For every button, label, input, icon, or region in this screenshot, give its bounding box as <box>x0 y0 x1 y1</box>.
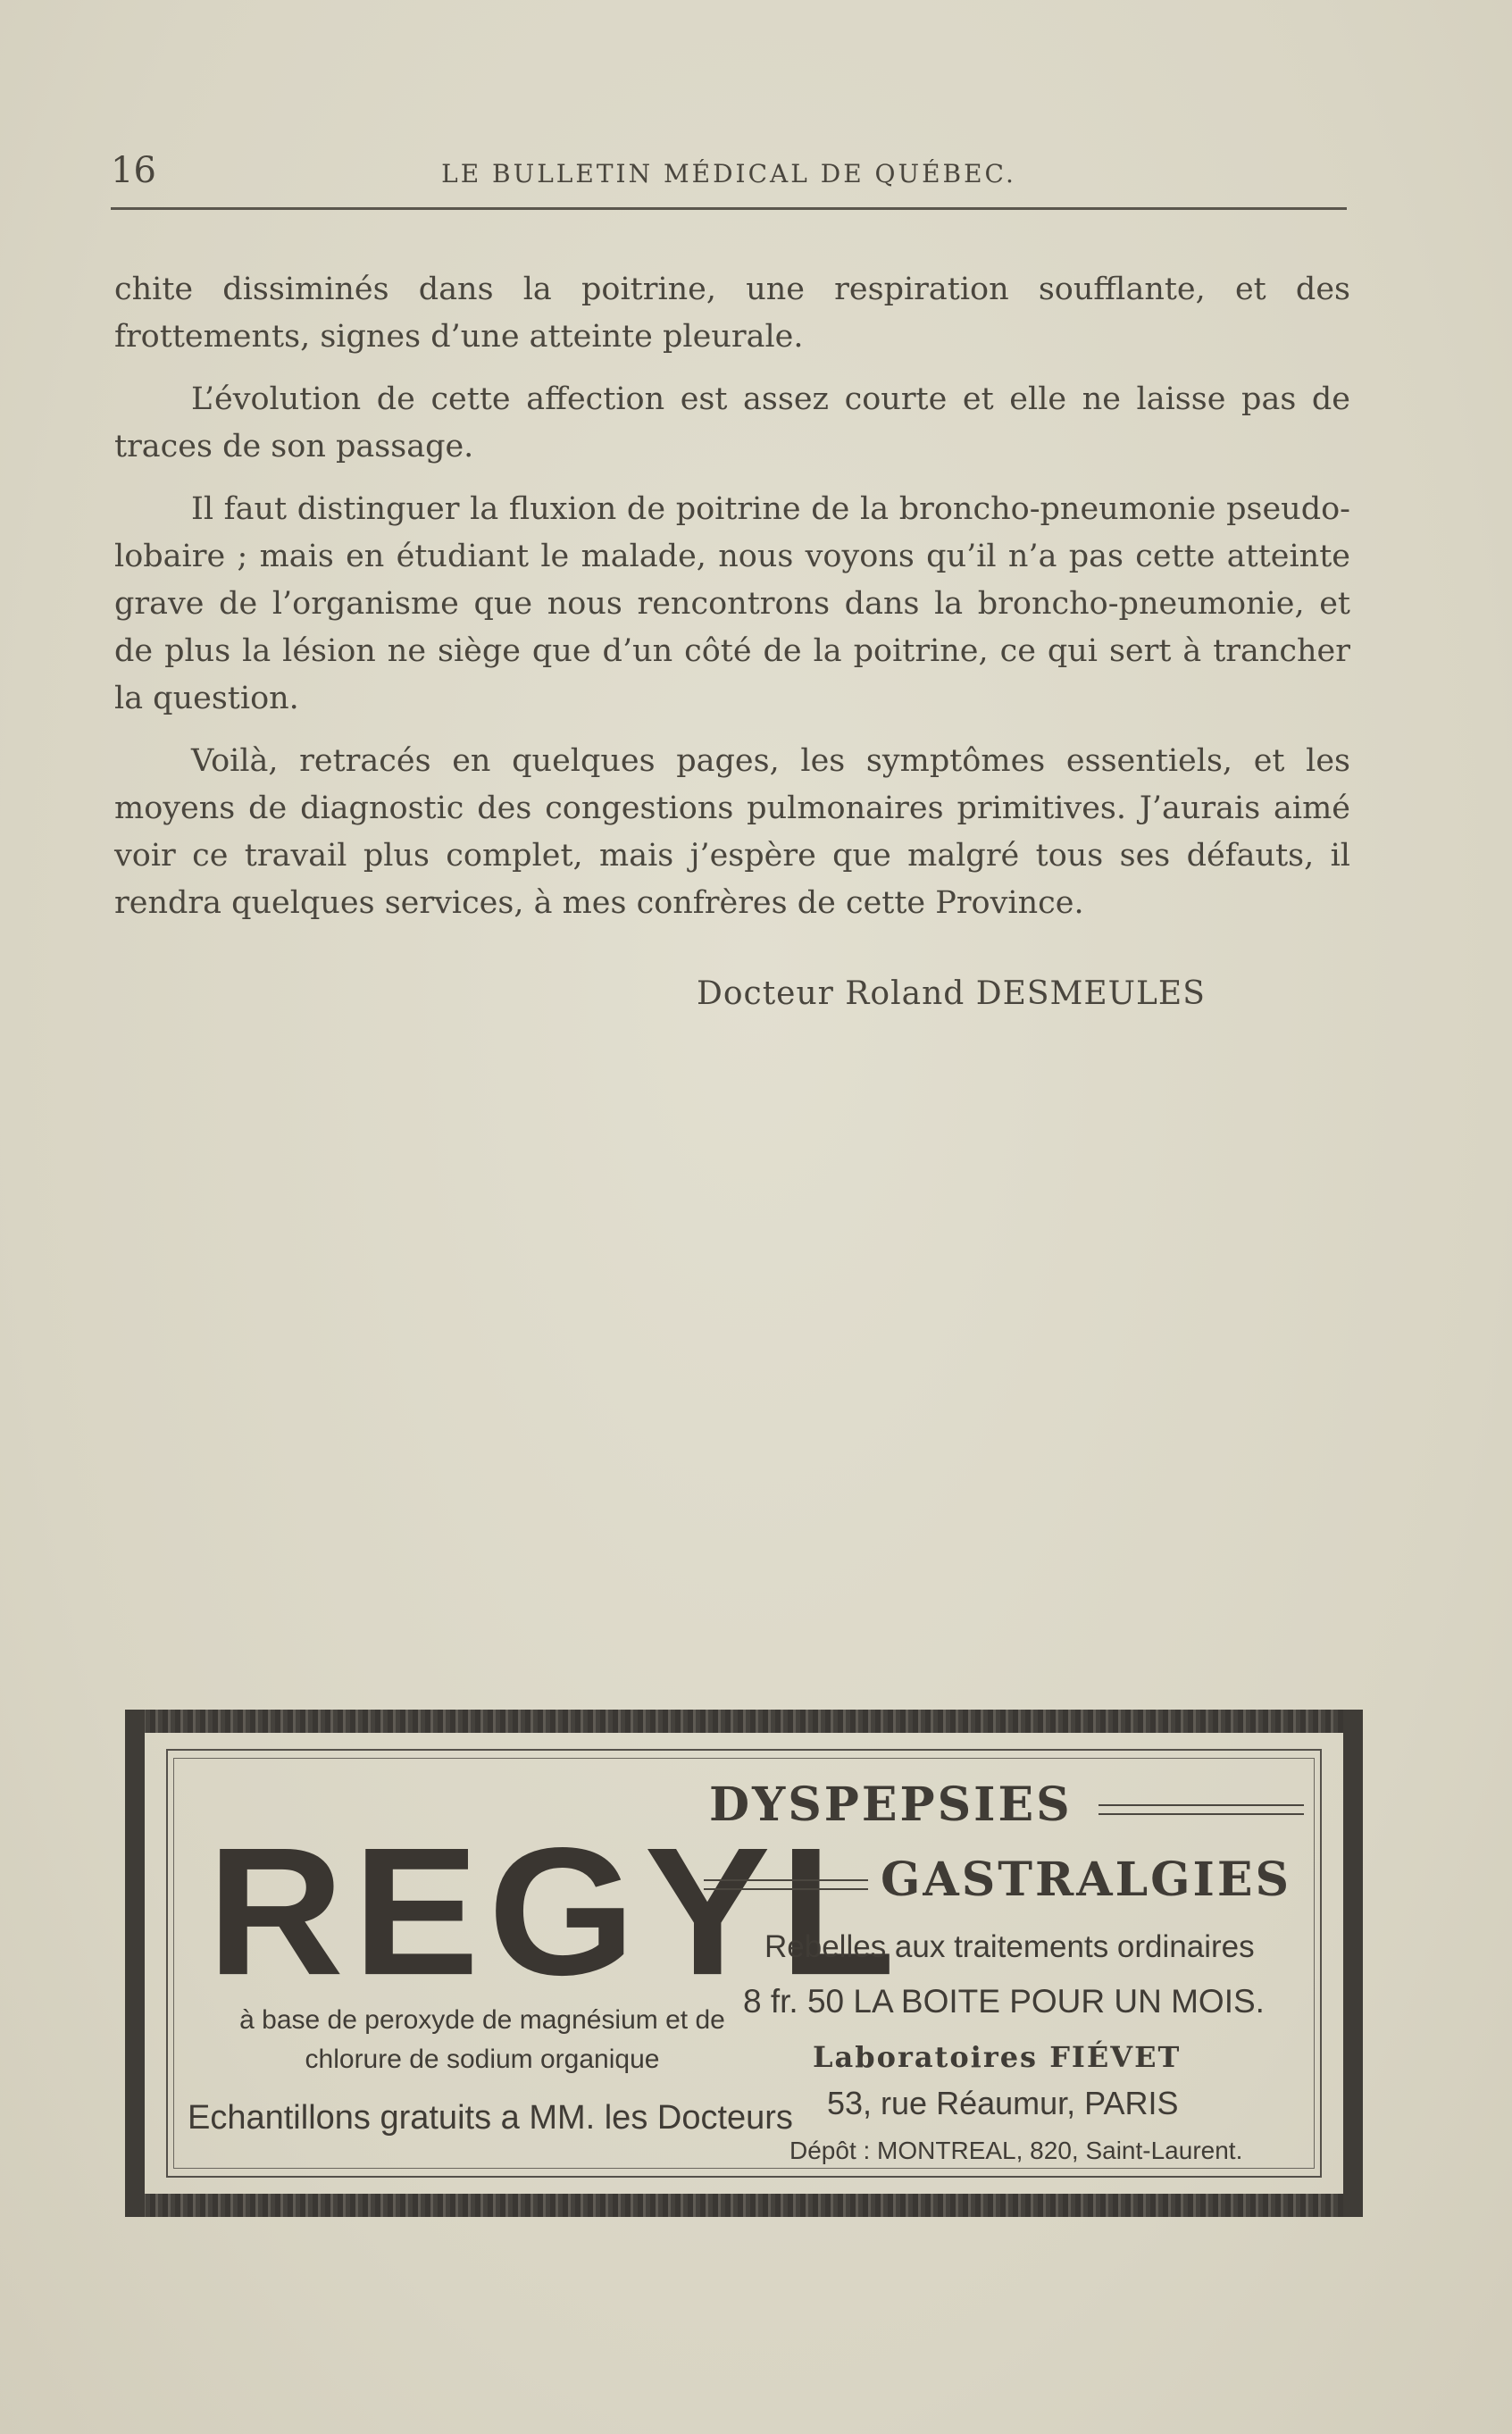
running-head: LE BULLETIN MÉDICAL DE QUÉBEC. <box>441 159 1016 188</box>
ad-brand-description <box>214 2001 750 2079</box>
ad-brand-description-line: à base de peroxyde de magnésium et de <box>239 2005 725 2035</box>
ad-address: 53, rue Réaumur, PARIS <box>827 2085 1179 2121</box>
ad-laboratory: Laboratoires FIÉVET <box>813 2040 1182 2074</box>
paragraph: Il faut distinguer la fluxion de poitrine de la broncho-pneumonie pseudo-lobaire ; mais en étudiant le malade, nous voyons qu’il n’a pas cette atteinte grave de l’organisme que nous rencontrons dans la broncho-pneumonie, et de plus la lésion ne siège que d’un côté de la poitrine, ce qui sert à trancher la question. <box>114 491 1350 716</box>
ad-double-rule <box>1098 1804 1304 1815</box>
page-number: 16 <box>111 150 156 191</box>
paragraph: chite dissiminés dans la poitrine, une respiration soufflante, et des frottements, signes d’une atteinte pleurale. <box>114 272 1350 355</box>
ad-heading-dyspepsies: DYSPEPSIES <box>709 1777 1073 1832</box>
ad-brand-description-line: chlorure de sodium organique <box>305 2045 660 2074</box>
header-rule <box>111 207 1347 210</box>
article-body <box>114 266 1350 942</box>
paragraph: L’évolution de cette affection est assez courte et elle ne laisse pas de traces de son passage. <box>114 381 1350 464</box>
ad-border-bottom <box>125 2194 1363 2217</box>
advertisement-box <box>125 1710 1363 2217</box>
ad-subheading: Rebelles aux traitements ordinaires <box>764 1929 1255 1964</box>
page-header <box>111 150 1347 213</box>
ad-samples-note: Echantillons gratuits a MM. les Docteurs <box>188 2099 793 2137</box>
ad-border-top <box>125 1710 1363 1733</box>
ad-heading-gastralgies: GASTRALGIES <box>881 1853 1292 1907</box>
paragraph: Voilà, retracés en quelques pages, les symptômes essentiels, et les moyens de diagnostic des congestions pulmonaires primitives. J’aurais aimé voir ce travail plus complet, mais j’espère que malgré tous ses défauts, il rendra quelques services, à mes confrères de cette Province. <box>114 743 1350 921</box>
ad-double-rule <box>704 1879 868 1890</box>
ad-border-left <box>125 1710 145 2217</box>
ad-depot: Dépôt : MONTREAL, 820, Saint-Laurent. <box>789 2137 1243 2164</box>
author-signature: Docteur Roland DESMEULES <box>697 975 1206 1012</box>
ad-price: 8 fr. 50 LA BOITE POUR UN MOIS. <box>743 1983 1265 2020</box>
ad-brand-name: REGYL <box>207 1809 905 2013</box>
ad-border-right <box>1343 1710 1363 2217</box>
